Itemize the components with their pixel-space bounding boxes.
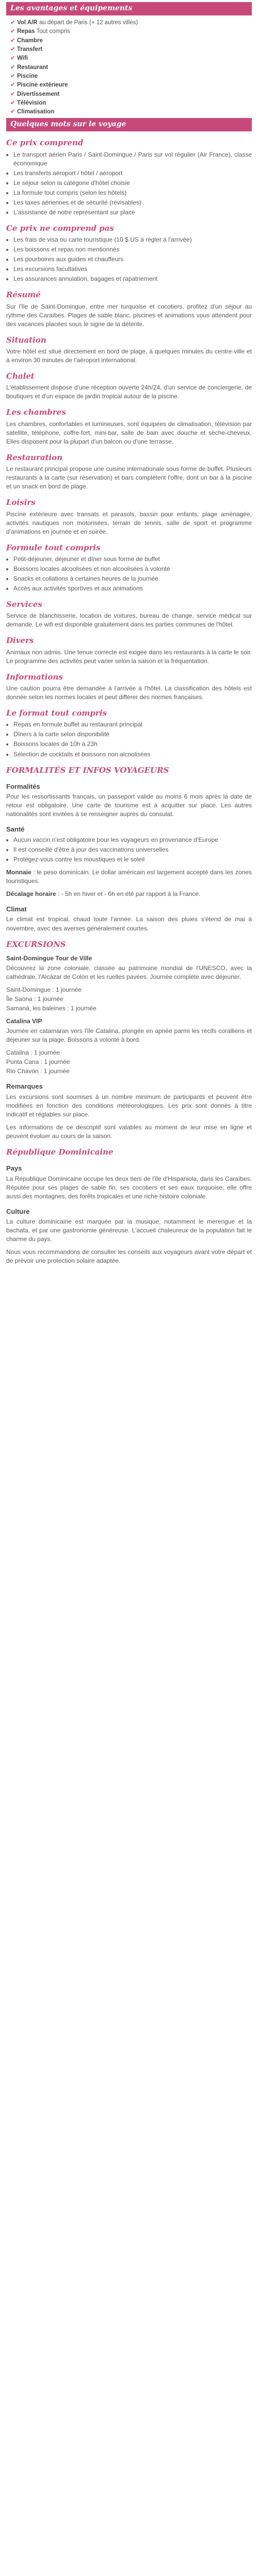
section-item: • Les boissons et repas non mentionnés (13, 245, 252, 254)
advantage-item (10, 72, 252, 80)
formalities-title: Formalités (6, 782, 40, 790)
formula-item: • Boissons locales alcoolisées et non alcoolisées à volonté (13, 565, 252, 573)
situation-title: Situation (6, 335, 46, 345)
check-icon: ✔ (10, 28, 15, 35)
formula-item: • Accès aux activités sportives et aux animations (13, 584, 252, 593)
resume-text: Sur l'île de Saint-Domingue, entre mer turquoise et cocotiers, profitez d'un séjour au rythme des Caraïbes. Plages de sable blanc, piscines et animations vous attendent pour des vacances placées sous le signe de la détente. (6, 302, 252, 328)
check-icon: ✔ (10, 99, 15, 106)
formalities-header: FORMALITÉS ET INFOS VOYAGEURS (6, 765, 169, 775)
advantage-text: au départ de Paris (+ 12 autres villes) (37, 19, 138, 26)
rooms-title: Les chambres (6, 408, 66, 417)
section-item: • Les pourboires aux guides et chauffeurs (13, 255, 252, 264)
check-icon: ✔ (10, 109, 15, 115)
formula-title: Formule tout compris (6, 543, 101, 552)
time-line (6, 890, 252, 899)
advantage-item (10, 81, 252, 89)
advantage-label: Piscine (17, 73, 38, 79)
check-icon: ✔ (10, 82, 15, 89)
excursion-1-title: Saint-Domingue Tour de Ville (6, 954, 92, 962)
advantages-header: Les avantages et équipements (6, 2, 252, 15)
check-icon: ✔ (10, 73, 15, 79)
check-icon: ✔ (10, 55, 15, 62)
advantage-item (10, 37, 252, 45)
excursion-2-text: Journée en catamaran vers l'île Catalina, plongée en apnée parmi les récifs coralliens et déjeuner sur la plage. Boissons à volonté à bord. (6, 1027, 252, 1044)
price-item: • Sélection de cocktails et boissons non alcoolisées (13, 750, 252, 759)
advantage-label: Repas (17, 28, 35, 35)
hotel-text: L'établissement dispose d'une réception ouverte 24h/24, d'un service de conciergerie, de boutiques et d'un espace de jardin tropical autour de la piscine. (6, 384, 252, 400)
price-item: • Boissons locales de 10h à 23h (13, 740, 252, 749)
culture-title: Culture (6, 1207, 30, 1215)
formula-item: • Petit-déjeuner, déjeuner et dîner sous forme de buffet (13, 555, 252, 564)
section-item: • Les frais de visa ou carte touristique (10 $ US à régler à l'arrivée) (13, 235, 252, 244)
formalities-text: Pour les ressortissants français, un passeport valide au moins 6 mois après la date de retour est obligatoire. Une carte de tourisme est à acquitter sur place. Les autres nationalités sont invitées à se renseigner auprès du consulat. (6, 793, 252, 818)
hotel-title: Chalet (6, 371, 35, 381)
currency-line (6, 868, 252, 886)
price-item: • Repas en formule buffet au restaurant principal (13, 720, 252, 729)
health-list (6, 836, 252, 864)
season-title: Climat (6, 905, 27, 913)
advantage-label: Restaurant (17, 64, 49, 71)
check-icon: ✔ (10, 37, 15, 44)
section-item: • La formule tout compris (selon les hôtels) (13, 189, 252, 197)
country-text: La République Dominicaine occupe les deux tiers de l'île d'Hispaniola, dans les Caraïbes. Réputée pour ses plages de sable fin, ses cocotiers et ses eaux turquoise, elle offre aussi des montagnes, des forêts tropicales et une riche histoire coloniale. (6, 1175, 252, 1200)
section-title: Ce prix ne comprend pas (6, 223, 114, 233)
section-list (6, 150, 252, 217)
advantage-label: Télévision (17, 99, 46, 106)
advantage-label: Piscine extérieure (17, 82, 68, 89)
advantage-item (10, 108, 252, 116)
health-title: Santé (6, 825, 25, 834)
section-title: Ce prix comprend (6, 138, 84, 148)
restaurant-title: Restauration (6, 452, 63, 462)
resume-title: Résumé (6, 290, 41, 300)
advantage-label: Wifi (17, 55, 28, 62)
advantage-text: Tout compris (35, 28, 70, 35)
excursion-line: Catalina : 1 journée (6, 1049, 60, 1057)
advantage-item (10, 27, 252, 36)
info-text: Une caution pourra être demandée à l'arrivée à l'hôtel. La classification des hôtels est donnée selon les normes locales et peut différer des normes françaises. (6, 685, 252, 701)
excursion-line: Saint-Domingue : 1 journée (6, 986, 82, 993)
advantage-item (10, 54, 252, 62)
check-icon: ✔ (10, 64, 15, 71)
advantage-item (10, 19, 252, 27)
advantage-item (10, 90, 252, 98)
tips-text: Les informations de ce descriptif sont valables au moment de leur mise en ligne et peuvent évoluer au cours de la saison. (6, 1123, 252, 1140)
price-sections (6, 138, 252, 283)
services-title: Services (6, 600, 42, 609)
section-item: • Les excursions facultatives (13, 265, 252, 274)
excursion-line: Samaná, les baleines : 1 journée (6, 1004, 96, 1012)
practical-text: Nous vous recommandons de consulter les conseils aux voyageurs avant votre départ et de prévoir une protection solaire adaptée. (6, 1248, 252, 1265)
currency-label: Monnaie (6, 868, 31, 876)
section-item: • Les assurances annulation, bagages et rapatriement (13, 275, 252, 283)
section-item: • Les transferts aéroport / hôtel / aéroport (13, 169, 252, 178)
health-item: • Protégez-vous contre les moustiques et le soleil (13, 855, 252, 864)
advantage-label: Chambre (17, 37, 43, 44)
excursion-line: Rio Chavón : 1 journée (6, 1067, 70, 1075)
country-title: Pays (6, 1164, 22, 1173)
excursion-line: Punta Cana : 1 journée (6, 1058, 70, 1066)
time-text: : - 5h en hiver et - 6h en été par rapport à la France. (56, 890, 201, 897)
advantage-item (10, 63, 252, 72)
culture-text: La culture dominicaine est marquée par la musique, notamment le merengue et la bachata, et par une gastronomie généreuse. L'accueil chaleureux de la population fait le charme du pays. (6, 1218, 252, 1243)
section-item: • Le transport aérien Paris / Saint-Domingue / Paris sur vol régulier (Air France), classe économique (13, 150, 252, 168)
loisirs-text: Piscine extérieure avec transats et parasols, bassin pour enfants, plage aménagée, activités nautiques non motorisées, terrain de tennis, salle de sport et programme d'animations en journée et en soirée. (6, 510, 252, 535)
health-item: • Il est conseillé d'être à jour des vaccinations universelles (13, 845, 252, 854)
advantage-label: Transfert (17, 46, 43, 53)
divers-text: Animaux non admis. Une tenue correcte est exigée dans les restaurants à la carte le soir. Le programme des activités peut varier selon la saison et la fréquentation. (6, 648, 252, 665)
section-item: • Les taxes aériennes et de sécurité (révisables) (13, 198, 252, 207)
advantage-item (10, 99, 252, 107)
notes-title: Remarques (6, 1082, 43, 1091)
excursion-2-title: Catalina VIP (6, 1018, 42, 1025)
excursions-title: EXCURSIONS (6, 939, 66, 949)
page (6, 0, 252, 1277)
section-item: • Le séjour selon la catégorie d'hôtel choisie (13, 179, 252, 188)
advantages-list (6, 19, 252, 116)
advantage-label: Climatisation (17, 109, 55, 115)
season-text: Le climat est tropical, chaud toute l'année. La saison des pluies s'étend de mai à novembre, avec des averses généralement courtes. (6, 916, 252, 932)
currency-text: : le peso dominicain. Le dollar américain est largement accepté dans les zones touristiques. (6, 868, 252, 885)
price-format-list (6, 720, 252, 758)
loisirs-title: Loisirs (6, 498, 36, 507)
check-icon: ✔ (10, 91, 15, 97)
price-format-title: Le format tout compris (6, 708, 107, 718)
formula-list (6, 555, 252, 593)
section-item: • L'assistance de notre représentant sur place (13, 208, 252, 217)
price-item: • Dîners à la carte selon disponibilité (13, 730, 252, 739)
advantage-item (10, 45, 252, 54)
excursion-1-lines (6, 986, 252, 1013)
formula-item: • Snacks et collations à certaines heures de la journée (13, 574, 252, 583)
advantage-label: Vol A/R (17, 19, 38, 26)
divers-title: Divers (6, 636, 34, 646)
notes-text: Les excursions sont soumises à un nombre minimum de participants et peuvent être modifiées en fonction des conditions météorologiques. Les prix sont donnés à titre indicatif et réglables sur place. (6, 1093, 252, 1118)
pluses-header: Quelques mots sur le voyage (6, 118, 252, 131)
restaurant-text: Le restaurant principal propose une cuisine internationale sous forme de buffet. Plusieurs restaurants à la carte (sur réservation) et bars complètent l'offre, dont un bar à la piscine et un snack en bord de plage. (6, 465, 252, 490)
situation-text: Votre hôtel est situé directement en bord de plage, à quelques minutes du centre-ville et à environ 30 minutes de l'aéroport international. (6, 348, 252, 364)
republique-header: République Dominicaine (6, 1147, 114, 1157)
health-item: • Aucun vaccin n'est obligatoire pour les voyageurs en provenance d'Europe (13, 836, 252, 844)
rooms-text: Les chambres, confortables et lumineuses, sont équipées de climatisation, télévision par satellite, téléphone, coffre-fort, mini-bar, salle de bain avec douche et sèche-cheveux. Elles disposent pour la plupart d'un balcon ou d'une terrasse. (6, 420, 252, 445)
section-list (6, 235, 252, 283)
excursion-2-lines (6, 1048, 252, 1076)
time-label: Décalage horaire (6, 890, 56, 897)
excursion-1-text: Découvrez la zone coloniale, classée au patrimoine mondial de l'UNESCO, avec la cathédrale, l'Alcázar de Colón et les ruelles pavées. Journée complète avec déjeuner. (6, 964, 252, 980)
advantage-label: Divertissement (17, 91, 60, 97)
info-title: Informations (6, 672, 63, 682)
check-icon: ✔ (10, 19, 15, 26)
services-text: Service de blanchisserie, location de voitures, bureau de change, service médical sur demande. Le wifi est disponible gratuitement dans les parties communes de l'hôtel. (6, 612, 252, 629)
check-icon: ✔ (10, 46, 15, 53)
excursion-line: Île Saona : 1 journée (6, 995, 63, 1003)
